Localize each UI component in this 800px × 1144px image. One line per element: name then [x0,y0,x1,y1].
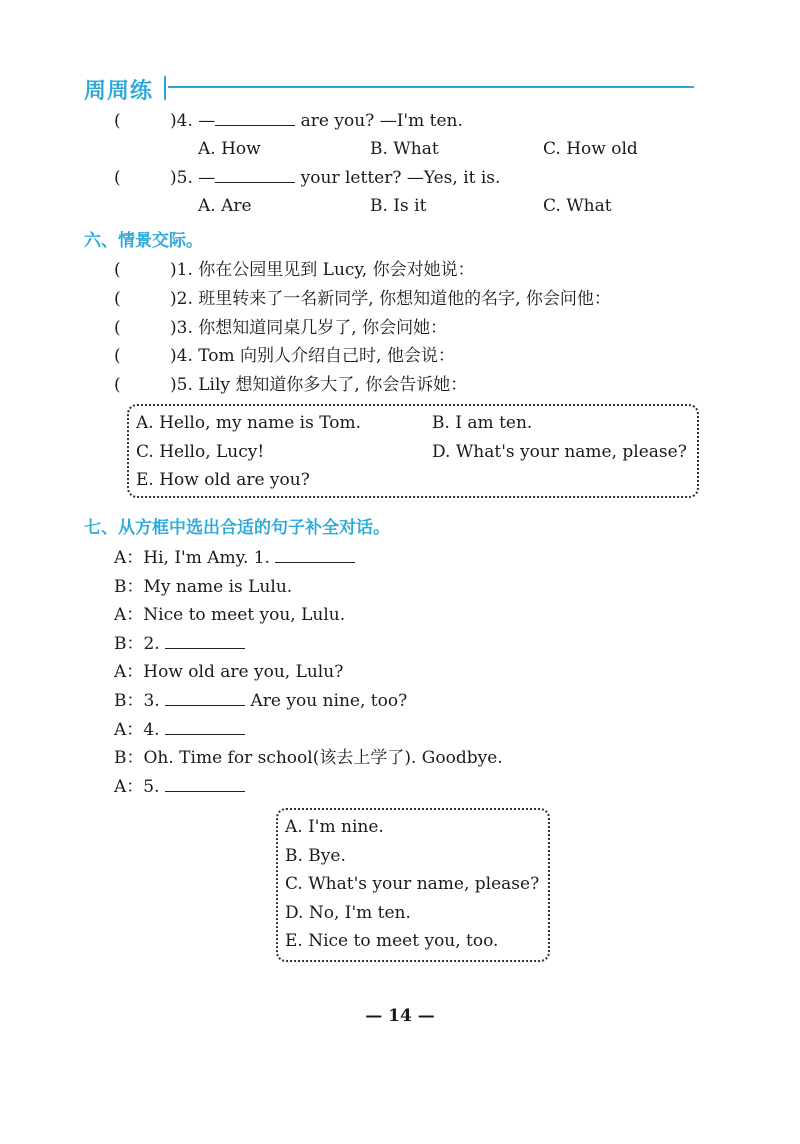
dialogue-line: A：Nice to meet you, Lulu. [114,605,346,625]
header-rule [168,86,694,88]
option: A. Hello, my name is Tom. [136,413,362,433]
dialogue-line: A：4. [114,715,245,740]
answer-blank[interactable] [215,111,295,126]
answer-blank[interactable] [165,777,245,792]
answer-blank[interactable] [165,691,245,706]
option: E. Nice to meet you, too. [285,931,499,951]
option: D. No, I'm ten. [285,903,411,923]
dialogue-line: B：3. Are you nine, too? [114,691,408,711]
option: C. What [543,196,612,216]
dialogue-line: B：My name is Lulu. [114,577,293,597]
option: C. What's your name, please? [285,874,540,894]
question-row: ( )2. 班里转来了一名新同学, 你想知道他的名字, 你会问他： [114,289,611,309]
answer-blank[interactable] [215,168,295,183]
question-row: ( )3. 你想知道同桌几岁了, 你会问她： [114,318,448,338]
question-row: ( )1. 你在公园里见到 Lucy, 你会对她说： [114,260,475,280]
option: C. How old [543,139,638,159]
dialogue-line: B：Oh. Time for school(该去上学了). Goodbye. [114,748,503,768]
section-title: 七、从方框中选出合适的句子补全对话。 [84,518,390,538]
question-row: ( )5. — your letter? —Yes, it is. [114,168,501,188]
option: B. I am ten. [432,413,533,433]
answer-blank[interactable] [275,548,355,563]
option: B. Bye. [285,846,346,866]
option: B. Is it [370,196,427,216]
dialogue-line: A：Hi, I'm Amy. 1. [114,543,355,568]
option: E. How old are you? [136,470,310,490]
question-row: ( )4. — are you? —I'm ten. [114,111,463,131]
dialogue-line: B：2. [114,629,245,654]
header-divider [164,76,166,100]
option: D. What's your name, please? [432,442,687,462]
option: B. What [370,139,439,159]
answer-blank[interactable] [165,720,245,735]
answer-blank[interactable] [165,634,245,649]
question-row: ( )5. Lily 想知道你多大了, 你会告诉她： [114,375,468,395]
dialogue-line: A：5. [114,772,245,797]
option: A. How [198,139,261,159]
page-title: 周周练 [84,79,154,104]
section-title: 六、情景交际。 [84,231,203,251]
page-number: — 14 — [365,1006,435,1026]
option: A. I'm nine. [285,817,384,837]
question-row: ( )4. Tom 向别人介绍自己时, 他会说： [114,346,455,366]
dialogue-line: A：How old are you, Lulu? [114,662,344,682]
option: C. Hello, Lucy! [136,442,265,462]
option: A. Are [198,196,252,216]
